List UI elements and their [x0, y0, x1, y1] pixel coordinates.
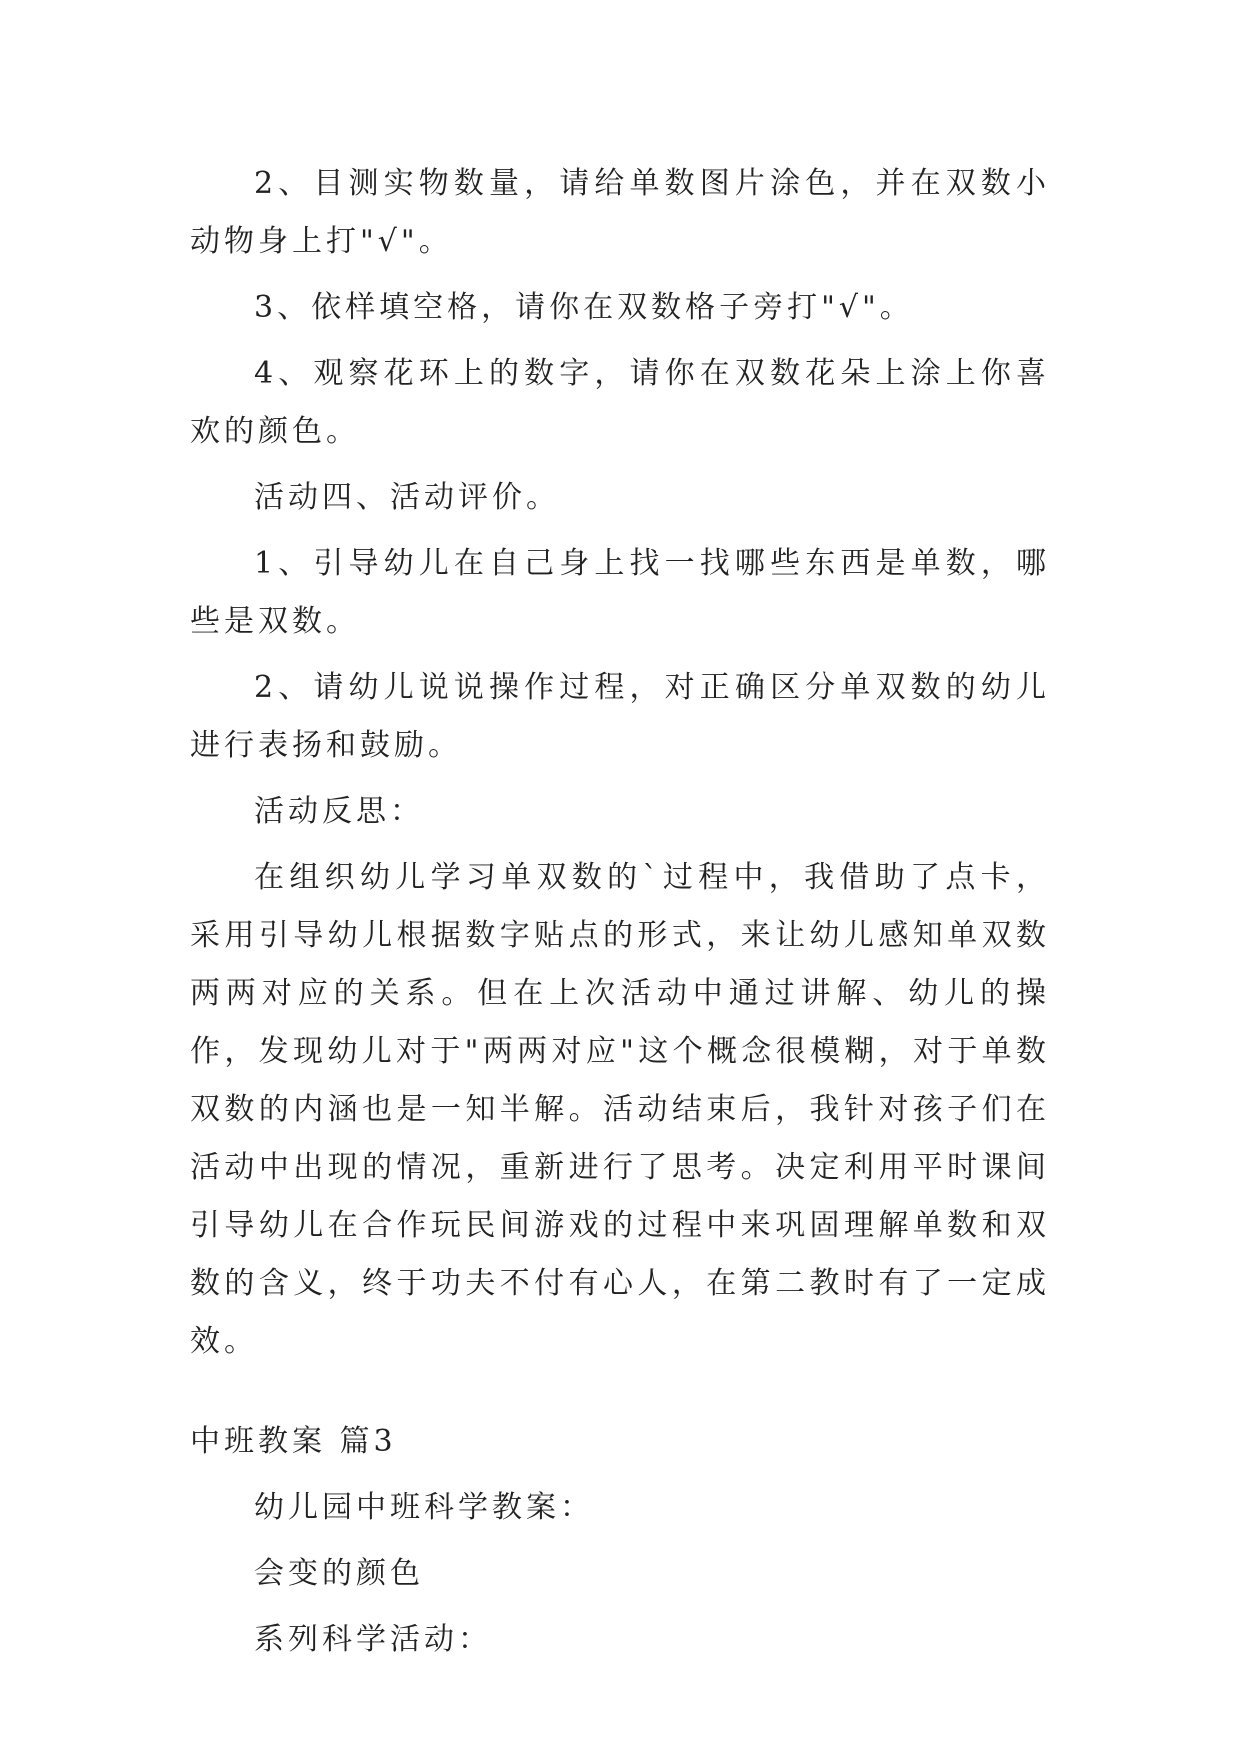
section-heading: 中班教案 篇3: [190, 1424, 397, 1459]
paragraph-evaluation-1: 1、引导幼儿在自己身上找一找哪些东西是单数，哪些是双数。: [190, 546, 1050, 639]
activity-four-heading: 活动四、活动评价。: [254, 480, 560, 515]
document-content: [190, 155, 1050, 1669]
section-line-3: 系列科学活动：: [254, 1622, 492, 1657]
section-line-1: 幼儿园中班科学教案：: [254, 1490, 594, 1525]
paragraph-evaluation-2: 2、请幼儿说说操作过程，对正确区分单双数的幼儿进行表扬和鼓励。: [190, 670, 1050, 763]
reflection-body: 在组织幼儿学习单双数的`过程中，我借助了点卡，采用引导幼儿根据数字贴点的形式，来让幼儿感知单双数两两对应的关系。但在上次活动中通过讲解、幼儿的操作，发现幼儿对于"两两对应"这个概念很模糊，对于单数双数的内涵也是一知半解。活动结束后，我针对孩子们在活动中出现的情况，重新进行了思考。决定利用平时课间引导幼儿在合作玩民间游戏的过程中来巩固理解单数和双数的含义，终于功夫不付有心人，在第二教时有了一定成效。: [190, 860, 1050, 1359]
paragraph-step-3: 3、依样填空格，请你在双数格子旁打"√"。: [254, 290, 914, 325]
paragraph-step-2: 2、目测实物数量，请给单数图片涂色，并在双数小动物身上打"√"。: [190, 166, 1050, 259]
reflection-heading: 活动反思：: [254, 794, 424, 829]
section-line-2: 会变的颜色: [254, 1556, 424, 1591]
paragraph-step-4: 4、观察花环上的数字，请你在双数花朵上涂上你喜欢的颜色。: [190, 356, 1050, 449]
